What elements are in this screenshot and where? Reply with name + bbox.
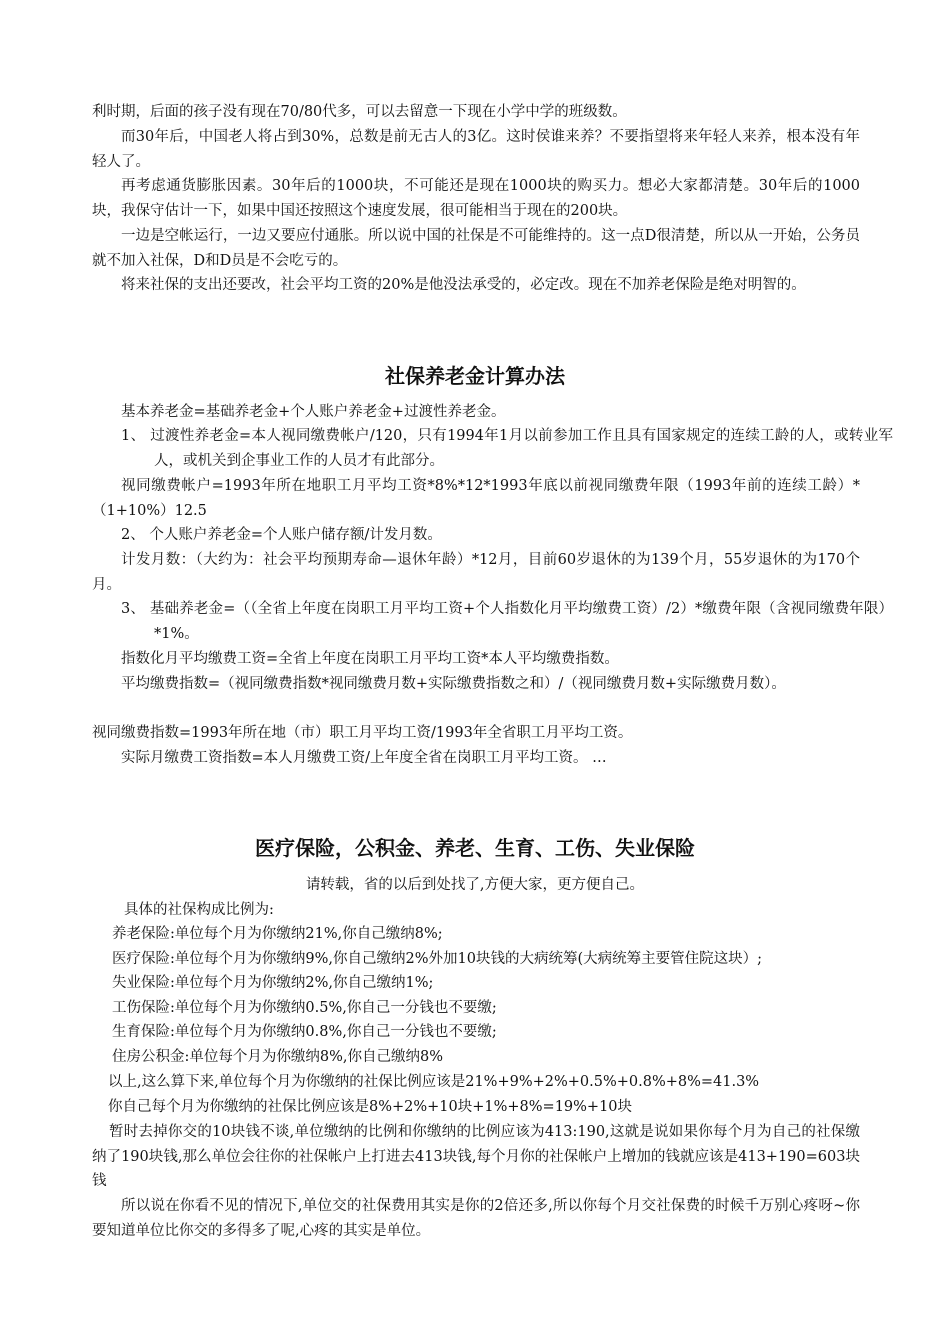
list-item-injury-insurance: 工伤保险:单位每个月为你缴纳0.5%,你自己一分钱也不要缴; — [112, 1000, 497, 1016]
formula-indexed-wage: 指数化月平均缴费工资=全省上年度在岗职工月平均工资*本人平均缴费指数。 — [121, 651, 619, 667]
summary-employee-ratio: 你自己每个月为你缴纳的社保比例应该是8%+2%+10块+1%+8%=19%+10块 — [108, 1099, 633, 1115]
formula-average-index: 平均缴费指数=（视同缴费指数*视同缴费月数+实际缴费指数之和）/（视同缴费月数+实际缴费月数）。 — [121, 676, 786, 692]
formula-payout-months: 计发月数：（大约为：社会平均预期寿命—退休年龄）*12月，目前60岁退休的为139个月，55岁退休的为170个月。 — [92, 552, 860, 593]
list-item-pension-insurance: 养老保险:单位每个月为你缴纳21%,你自己缴纳8%; — [112, 926, 443, 942]
formula-actual-index: 实际月缴费工资指数=本人月缴费工资/上年度全省在岗职工月平均工资。 … — [121, 750, 607, 766]
formula-transitional-pension: 1、 过渡性养老金=本人视同缴费帐户/120，只有1994年1月以前参加工作且具有国家规定的连续工龄的人，或转业军人，或机关到企事业工作的人员才有此部分。 — [121, 428, 893, 469]
section-subtitle: 请转载，省的以后到处找了,方便大家，更方便自己。 — [305, 877, 645, 893]
formula-base-pension: 3、 基础养老金=（（全省上年度在岗职工月平均工资+个人指数化月平均缴费工资）/2）*缴费年限（含视同缴费年限）*1%。 — [121, 601, 893, 642]
list-item-unemployment-insurance: 失业保险:单位每个月为你缴纳2%,你自己缴纳1%; — [112, 975, 434, 991]
paragraph-empty-accounts: 一边是空帐运行，一边又要应付通胀。所以说中国的社保是不可能维持的。这一点D很清楚，所以从一开始，公务员就不加入社保，D和D员是不会吃亏的。 — [92, 228, 860, 269]
list-item-housing-fund: 住房公积金:单位每个月为你缴纳8%,你自己缴纳8% — [112, 1049, 443, 1065]
paragraph-continuation: 利时期，后面的孩子没有现在70/80代多，可以去留意一下现在小学中学的班级数。 — [92, 104, 627, 120]
paragraph-conclusion: 将来社保的支出还要改，社会平均工资的20%是他没法承受的，必定改。现在不加养老保险是绝对明智的。 — [121, 277, 806, 293]
paragraph-final-remark: 所以说在你看不见的情况下,单位交的社保费用其实是你的2倍还多,所以你每个月交社保费的时候千万别心疼呀~你要知道单位比你交的多得多了呢,心疼的其实是单位。 — [92, 1198, 860, 1239]
formula-deemed-index: 视同缴费指数=1993年所在地（市）职工月平均工资/1993年全省职工月平均工资。 — [92, 725, 633, 741]
summary-employer-ratio: 以上,这么算下来,单位每个月为你缴纳的社保比例应该是21%+9%+2%+0.5%+0.8%+8%=41.3% — [108, 1074, 760, 1090]
paragraph-inflation: 再考虑通货膨胀因素。30年后的1000块，不可能还是现在1000块的购买力。想必大家都清楚。30年后的1000块，我保守估计一下，如果中国还按照这个速度发展，很可能相当于现在的200块。 — [92, 178, 860, 219]
section-heading-social-insurance: 医疗保险，公积金、养老、生育、工伤、失业保险 — [255, 836, 695, 860]
formula-deemed-account: 视同缴费帐户=1993年所在地职工月平均工资*8%*12*1993年底以前视同缴费年限（1993年前的连续工龄）*（1+10%）12.5 — [92, 478, 860, 519]
paragraph-ratio-explanation: 暂时去掉你交的10块钱不谈,单位缴纳的比例和你缴纳的比例应该为413:190,这就是说如果你每个月为自己的社保缴纳了190块钱,那么单位会往你的社保帐户上打进去413块钱,每个月你的社保帐户上增加的钱就应该是413+190=603块钱 — [92, 1124, 860, 1189]
formula-personal-account: 2、 个人账户养老金=个人账户储存额/计发月数。 — [121, 527, 442, 543]
formula-basic-pension: 基本养老金=基础养老金+个人账户养老金+过渡性养老金。 — [121, 404, 506, 420]
list-item-maternity-insurance: 生育保险:单位每个月为你缴纳0.8%,你自己一分钱也不要缴; — [112, 1024, 497, 1040]
ratio-intro: 具体的社保构成比例为: — [124, 902, 274, 918]
section-heading-pension-calculation: 社保养老金计算办法 — [385, 364, 565, 388]
list-item-medical-insurance: 医疗保险:单位每个月为你缴纳9%,你自己缴纳2%外加10块钱的大病统筹(大病统筹主要管住院这块）; — [112, 951, 762, 967]
paragraph-elderly-population: 而30年后，中国老人将占到30%，总数是前无古人的3亿。这时侯谁来养？不要指望将来年轻人来养，根本没有年轻人了。 — [92, 129, 860, 170]
